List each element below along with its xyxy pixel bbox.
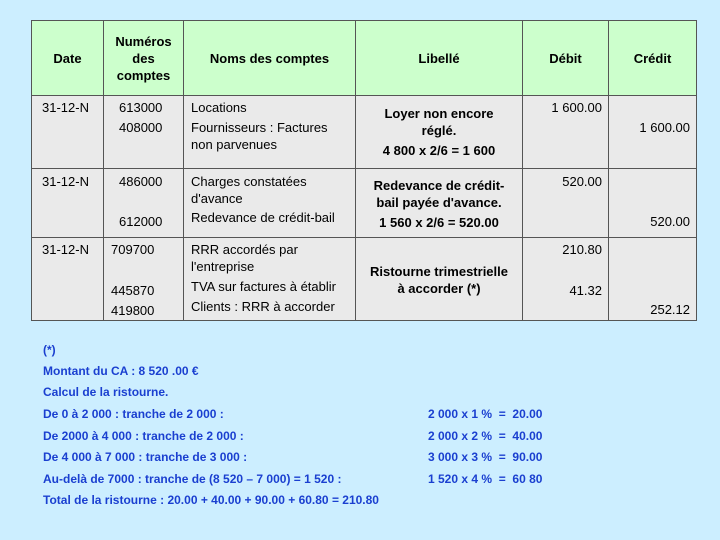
account-name: TVA sur factures à établir [191,279,336,294]
account-number: 709700 [111,242,155,257]
account-name-cell [184,96,356,169]
header-numeros [104,21,184,96]
header-numeros-line1: Numéros [115,33,172,49]
journal-table [31,20,697,321]
credit-amount: 520.00 [650,214,690,229]
note-total: Total de la ristourne : 20.00 + 40.00 + 90.00 + 60.80 = 210.80 [43,493,379,507]
date-cell [32,238,104,321]
credit-cell [609,96,697,169]
debit-amount: 520.00 [562,174,602,189]
tranche-calc: 1 520 x 4 % = 60 80 [428,472,543,486]
debit-cell [523,96,609,169]
account-name: Fournisseurs : Factures [191,120,328,135]
credit-cell [609,169,697,238]
date-value: 31-12-N [42,100,89,115]
account-name: d'avance [191,191,243,206]
tranche-label: De 0 à 2 000 : tranche de 2 000 : [43,407,224,421]
note-ca-amount: Montant du CA : 8 520 .00 € [43,364,199,378]
date-cell [32,169,104,238]
account-number: 613000 [119,100,163,115]
libelle-calc: 1 560 x 2/6 = 520.00 [379,215,499,230]
header-numeros-line2: des [132,50,155,66]
libelle-cell [356,96,523,169]
debit-amount: 210.80 [562,242,602,257]
libelle-text: Ristourne trimestrielle [370,264,508,279]
debit-cell [523,169,609,238]
account-name: Redevance de crédit-bail [191,210,335,225]
credit-amount: 1 600.00 [639,120,690,135]
header-credit: Crédit [609,21,697,96]
account-number-cell [104,96,184,169]
table-row [32,238,697,321]
date-value: 31-12-N [42,174,89,189]
libelle-cell [356,238,523,321]
debit-amount: 1 600.00 [551,100,602,115]
header-row [32,21,697,96]
tranche-label: Au-delà de 7000 : tranche de (8 520 – 7 000) = 1 520 : [43,472,342,486]
account-number-cell [104,238,184,321]
account-name-cell [184,169,356,238]
account-name: RRR accordés par [191,242,298,257]
header-date: Date [32,21,104,96]
libelle-text: Loyer non encore [384,106,494,121]
date-value: 31-12-N [42,242,89,257]
libelle-text: bail payée d'avance. [376,195,502,210]
account-number: 486000 [119,174,163,189]
table-row [32,169,697,238]
account-name: l'entreprise [191,259,255,274]
tranche-calc: 3 000 x 3 % = 90.00 [428,450,543,464]
libelle-text: réglé. [421,123,457,138]
account-name: Clients : RRR à accorder [191,299,335,314]
header-libelle: Libellé [356,21,523,96]
account-name: Locations [191,100,247,115]
account-number: 612000 [119,214,163,229]
note-calcul-title: Calcul de la ristourne. [43,385,169,399]
table-row [32,96,697,169]
tranche-label: De 2000 à 4 000 : tranche de 2 000 : [43,429,244,443]
credit-amount: 252.12 [650,302,690,317]
header-numeros-line3: comptes [116,67,171,83]
libelle-cell [356,169,523,238]
note-asterisk: (*) [43,343,56,357]
account-number-cell [104,169,184,238]
debit-cell [523,238,609,321]
debit-amount: 41.32 [569,283,602,298]
libelle-calc: 4 800 x 2/6 = 1 600 [382,143,496,158]
account-number: 445870 [111,283,155,298]
account-number: 408000 [119,120,163,135]
account-name: non parvenues [191,137,278,152]
tranche-label: De 4 000 à 7 000 : tranche de 3 000 : [43,450,248,464]
header-debit: Débit [523,21,609,96]
account-number: 419800 [111,303,155,318]
libelle-text: à accorder (*) [397,281,481,296]
tranche-calc: 2 000 x 2 % = 40.00 [428,429,543,443]
libelle-text: Redevance de crédit- [373,178,505,193]
credit-cell [609,238,697,321]
header-noms: Noms des comptes [184,21,356,96]
tranche-calc: 2 000 x 1 % = 20.00 [428,407,543,421]
account-name: Charges constatées [191,174,307,189]
account-name-cell [184,238,356,321]
date-cell [32,96,104,169]
